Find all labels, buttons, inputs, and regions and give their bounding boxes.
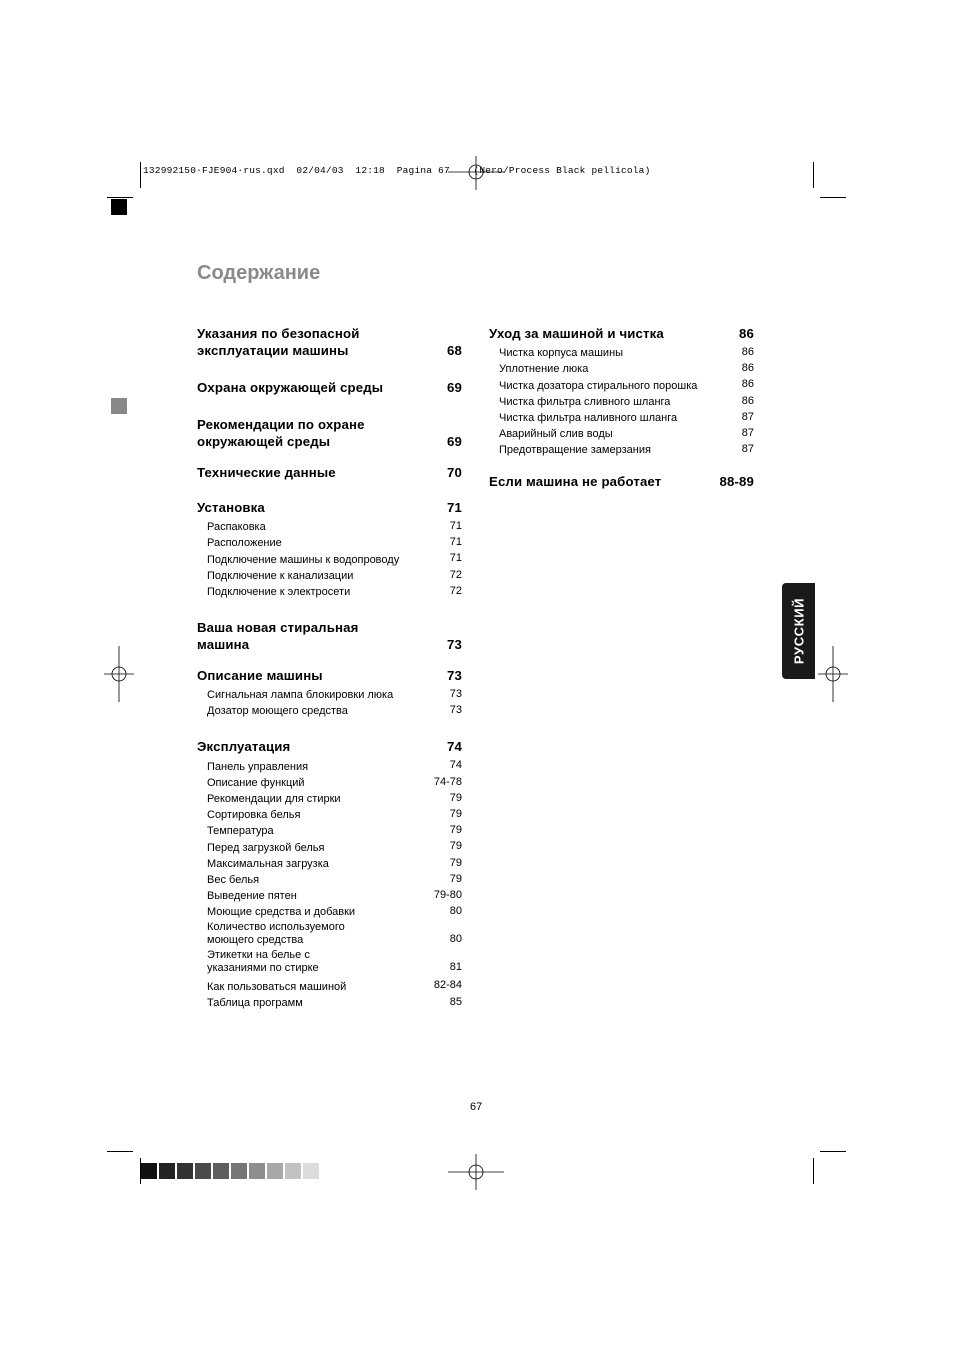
toc-item[interactable]: Распаковка 71 [207, 520, 462, 534]
toc-item[interactable]: Панель управления 74 [207, 759, 462, 773]
toc-item[interactable]: Сортировка белья 79 [207, 808, 462, 822]
toc-item[interactable]: Этикетки на белье с указаниями по стирке 81 [207, 949, 462, 975]
crop-mark [813, 1158, 814, 1184]
toc-section-title: Описание машины [197, 668, 323, 684]
print-slug: 132992150·FJE904·rus.qxd 02/04/03 12:18 Pagina 67 (Nero/Process Black pellicola) [143, 165, 651, 176]
gray-swatch [249, 1163, 265, 1179]
toc-section[interactable] [197, 464, 462, 481]
gray-swatch [159, 1163, 175, 1179]
crop-mark [820, 197, 846, 198]
page-number: 67 [470, 1101, 483, 1113]
toc-page: 70 [447, 465, 462, 480]
toc-item[interactable]: Описание функций 74-78 [207, 775, 462, 789]
toc-item[interactable]: Чистка фильтра сливного шланга 86 [499, 394, 754, 408]
toc-item[interactable]: Максимальная загрузка 79 [207, 856, 462, 870]
toc-section[interactable] [197, 499, 462, 599]
toc-page: 69 [447, 434, 462, 449]
toc-section[interactable] [197, 379, 462, 396]
crop-mark [107, 197, 133, 198]
registration-mark-icon [448, 1150, 504, 1194]
gray-swatch [231, 1163, 247, 1179]
toc-item[interactable]: Вес белья 79 [207, 872, 462, 887]
toc-section-title: Уход за машиной и чистка [489, 326, 664, 341]
toc-item[interactable]: Аварийный слив воды 87 [499, 427, 754, 441]
toc-item[interactable]: Подключение к канализации 72 [207, 568, 462, 582]
toc-item[interactable]: Чистка дозатора стирального порошка 86 [499, 378, 754, 392]
toc-item[interactable]: Дозатор моющего средства 73 [207, 704, 462, 718]
language-tab-label: РУССКИЙ [791, 597, 806, 665]
gray-swatch [267, 1163, 283, 1179]
toc-page: 73 [447, 668, 462, 684]
toc-section-title: Эксплуатация [197, 739, 291, 755]
toc-page: 88-89 [719, 474, 754, 490]
gray-swatch [141, 1163, 157, 1179]
toc-section-title: Ваша новая стиральная машина [197, 620, 359, 653]
toc-section-title: Рекомендации по охране окружающей среды [197, 417, 365, 449]
toc-item[interactable]: Предотвращение замерзания 87 [499, 443, 754, 457]
toc-section-title: Если машина не работает [489, 474, 662, 490]
crop-mark [813, 162, 814, 188]
toc-page: 86 [739, 326, 754, 341]
toc-page: 73 [447, 637, 462, 653]
toc-right-column [489, 325, 754, 490]
gray-swatch [285, 1163, 301, 1179]
toc-item[interactable]: Выведение пятен 79-80 [207, 889, 462, 903]
toc-section-title: Указания по безопасной эксплуатации машины [197, 326, 360, 358]
toc-section[interactable] [197, 325, 462, 359]
toc-item[interactable]: Моющие средства и добавки 80 [207, 905, 462, 919]
toc-item[interactable]: Как пользоваться машиной 82-84 [207, 979, 462, 993]
page-title: Содержание [197, 262, 321, 284]
grayscale-strip [141, 1163, 319, 1179]
toc-item[interactable]: Перед загрузкой белья 79 [207, 840, 462, 854]
gray-swatch [303, 1163, 319, 1179]
gray-swatch [177, 1163, 193, 1179]
language-tab [782, 583, 815, 679]
gray-swatch [213, 1163, 229, 1179]
crop-mark [107, 1151, 133, 1152]
registration-mark-icon [104, 646, 134, 702]
toc-item[interactable]: Сигнальная лампа блокировки люка 73 [207, 688, 462, 702]
toc-section[interactable] [197, 667, 462, 718]
toc-section-title: Охрана окружающей среды [197, 380, 384, 395]
toc-section[interactable] [197, 619, 462, 653]
toc-item[interactable]: Чистка фильтра наливного шланга 87 [499, 410, 754, 425]
toc-item[interactable]: Количество используемого моющего средства 80 [207, 921, 462, 947]
toc-section-title: Установка [197, 500, 265, 515]
toc-item[interactable]: Подключение к электросети 72 [207, 584, 462, 599]
toc-section[interactable] [489, 473, 754, 490]
registration-mark-icon [818, 646, 848, 702]
color-block [111, 398, 127, 414]
toc-item[interactable]: Таблица программ 85 [207, 995, 462, 1009]
toc-section[interactable] [197, 416, 462, 450]
toc-item[interactable]: Расположение 71 [207, 536, 462, 550]
crop-mark [820, 1151, 846, 1152]
toc-left-column [197, 325, 462, 1010]
toc-section[interactable] [489, 325, 754, 457]
toc-page: 69 [447, 380, 462, 395]
color-block [111, 199, 127, 215]
gray-swatch [195, 1163, 211, 1179]
toc-item[interactable]: Рекомендации для стирки 79 [207, 791, 462, 806]
toc-item[interactable]: Чистка корпуса машины 86 [499, 346, 754, 360]
toc-page: 74 [447, 739, 462, 755]
toc-item[interactable]: Уплотнение люка 86 [499, 362, 754, 376]
crop-mark [140, 162, 141, 188]
toc-page: 68 [447, 343, 462, 358]
toc-page: 71 [447, 500, 462, 515]
toc-item[interactable]: Подключение машины к водопроводу 71 [207, 552, 462, 566]
toc-item[interactable]: Температура 79 [207, 824, 462, 838]
toc-section[interactable] [197, 738, 462, 1009]
toc-section-title: Технические данные [197, 465, 336, 480]
